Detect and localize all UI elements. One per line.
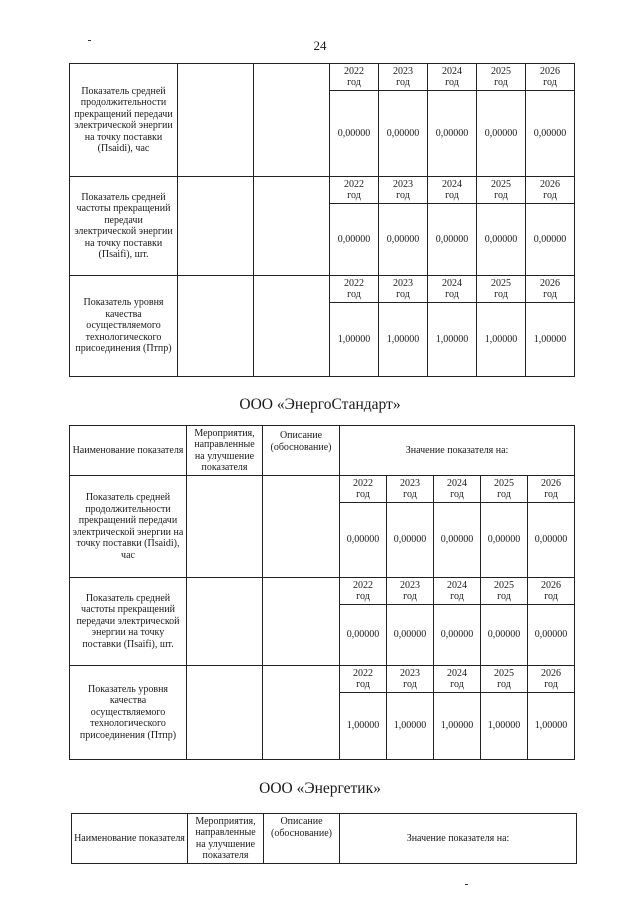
year-label: 2025 год bbox=[477, 276, 526, 303]
column-header-value: Значение показателя на: bbox=[340, 426, 575, 476]
indicator-table-energostandart bbox=[69, 425, 575, 760]
indicator-value: 1,00000 bbox=[428, 303, 477, 377]
year-label: 2023 год bbox=[387, 666, 434, 693]
year-label: 2023 год bbox=[387, 476, 434, 503]
column-header-value: Значение показателя на: bbox=[340, 814, 577, 864]
indicator-table-energetik bbox=[71, 813, 577, 864]
column-header-name: Наименование показателя bbox=[70, 426, 187, 476]
indicator-value: 1,00000 bbox=[434, 693, 481, 760]
year-label: 2024 год bbox=[428, 64, 477, 91]
scan-speck bbox=[88, 40, 91, 41]
description-cell bbox=[254, 177, 330, 276]
indicator-value: 0,00000 bbox=[387, 503, 434, 578]
measures-cell bbox=[178, 177, 254, 276]
description-cell bbox=[263, 666, 340, 760]
indicator-name: Показатель средней частоты прекращений передачи электрической энергии на точку поставки (Пsaifi), шт. bbox=[70, 177, 178, 276]
indicator-value: 0,00000 bbox=[428, 204, 477, 276]
indicator-name: Показатель средней продолжительности прекращений передачи электрической энергии на точку поставки (Пsaidi), час bbox=[70, 64, 178, 177]
indicator-value: 1,00000 bbox=[526, 303, 575, 377]
description-cell bbox=[263, 476, 340, 578]
page-number: 24 bbox=[313, 38, 327, 53]
year-label: 2026 год bbox=[526, 276, 575, 303]
year-label: 2022 год bbox=[330, 177, 379, 204]
indicator-value: 0,00000 bbox=[379, 91, 428, 177]
year-label: 2022 год bbox=[340, 666, 387, 693]
measures-cell bbox=[187, 476, 263, 578]
column-header-name: Наименование показателя bbox=[72, 814, 188, 864]
indicator-value: 0,00000 bbox=[340, 503, 387, 578]
measures-cell bbox=[187, 666, 263, 760]
year-label: 2026 год bbox=[526, 177, 575, 204]
description-cell bbox=[263, 578, 340, 666]
year-label: 2022 год bbox=[330, 276, 379, 303]
measures-cell bbox=[178, 276, 254, 377]
indicator-value: 1,00000 bbox=[481, 693, 528, 760]
year-label: 2025 год bbox=[477, 64, 526, 91]
indicator-value: 0,00000 bbox=[434, 605, 481, 666]
year-label: 2024 год bbox=[434, 578, 481, 605]
year-label: 2022 год bbox=[340, 476, 387, 503]
indicator-value: 0,00000 bbox=[477, 91, 526, 177]
year-label: 2024 год bbox=[434, 476, 481, 503]
column-header-measures: Мероприятия, направленные на улучшение показателя bbox=[187, 426, 263, 476]
year-header-row bbox=[70, 64, 575, 91]
indicator-value: 0,00000 bbox=[330, 91, 379, 177]
indicator-value: 1,00000 bbox=[477, 303, 526, 377]
indicator-value: 0,00000 bbox=[340, 605, 387, 666]
year-label: 2025 год bbox=[481, 666, 528, 693]
indicator-value: 0,00000 bbox=[434, 503, 481, 578]
column-header-description: Описание (обоснование) bbox=[264, 814, 340, 864]
indicator-value: 0,00000 bbox=[526, 91, 575, 177]
column-header-measures: Мероприятия, направленные на улучшение показателя bbox=[188, 814, 264, 864]
year-header-row bbox=[70, 177, 575, 204]
indicator-value: 0,00000 bbox=[330, 204, 379, 276]
indicator-name: Показатель средней продолжительности прекращений передачи электрической энергии на точку поставки (Пsaidi), час bbox=[70, 476, 187, 578]
indicator-value: 0,00000 bbox=[481, 605, 528, 666]
year-label: 2024 год bbox=[434, 666, 481, 693]
year-header-row bbox=[70, 666, 575, 693]
indicator-value: 0,00000 bbox=[477, 204, 526, 276]
year-header-row bbox=[70, 578, 575, 605]
year-label: 2026 год bbox=[528, 476, 575, 503]
year-label: 2026 год bbox=[528, 578, 575, 605]
year-label: 2023 год bbox=[379, 64, 428, 91]
indicator-value: 1,00000 bbox=[387, 693, 434, 760]
indicator-value: 0,00000 bbox=[428, 91, 477, 177]
indicator-table-continued bbox=[69, 63, 575, 377]
indicator-value: 1,00000 bbox=[330, 303, 379, 377]
indicator-value: 0,00000 bbox=[528, 503, 575, 578]
indicator-value: 0,00000 bbox=[379, 204, 428, 276]
indicator-value: 0,00000 bbox=[526, 204, 575, 276]
year-header-row bbox=[70, 276, 575, 303]
org-title-energostandart: ООО «ЭнергоСтандарт» bbox=[239, 396, 401, 413]
measures-cell bbox=[178, 64, 254, 177]
year-label: 2024 год bbox=[428, 276, 477, 303]
year-label: 2023 год bbox=[379, 276, 428, 303]
description-cell bbox=[254, 276, 330, 377]
measures-cell bbox=[187, 578, 263, 666]
indicator-name: Показатель уровня качества осуществляемого технологического присоединения (Птпр) bbox=[70, 276, 178, 377]
year-label: 2023 год bbox=[379, 177, 428, 204]
scan-speck bbox=[465, 884, 468, 885]
indicator-value: 1,00000 bbox=[379, 303, 428, 377]
year-label: 2025 год bbox=[481, 476, 528, 503]
indicator-value: 0,00000 bbox=[387, 605, 434, 666]
year-label: 2025 год bbox=[477, 177, 526, 204]
description-cell bbox=[254, 64, 330, 177]
year-label: 2023 год bbox=[387, 578, 434, 605]
indicator-name: Показатель средней частоты прекращений передачи электрической энергии на точку поставки (Пsaifi), шт. bbox=[70, 578, 187, 666]
column-header-description: Описание (обоснование) bbox=[263, 426, 340, 476]
indicator-name: Показатель уровня качества осуществляемого технологического присоединения (Птпр) bbox=[70, 666, 187, 760]
year-header-row bbox=[70, 476, 575, 503]
year-label: 2022 год bbox=[340, 578, 387, 605]
org-title-energetik: ООО «Энергетик» bbox=[259, 780, 381, 797]
indicator-value: 1,00000 bbox=[340, 693, 387, 760]
year-label: 2025 год bbox=[481, 578, 528, 605]
year-label: 2026 год bbox=[526, 64, 575, 91]
indicator-value: 0,00000 bbox=[481, 503, 528, 578]
indicator-value: 0,00000 bbox=[528, 605, 575, 666]
indicator-value: 1,00000 bbox=[528, 693, 575, 760]
year-label: 2024 год bbox=[428, 177, 477, 204]
year-label: 2022 год bbox=[330, 64, 379, 91]
year-label: 2026 год bbox=[528, 666, 575, 693]
